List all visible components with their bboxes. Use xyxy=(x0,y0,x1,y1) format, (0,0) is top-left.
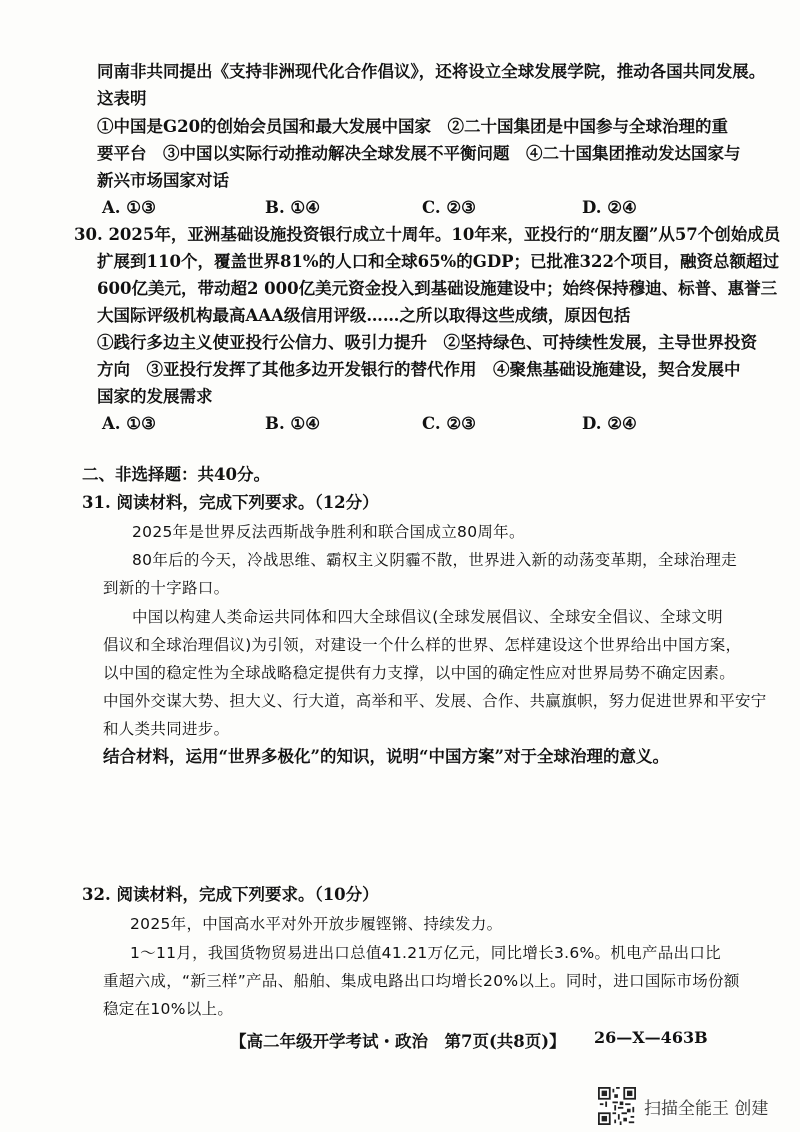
q29-option-c: C. ②③ xyxy=(422,198,476,217)
q29-option-d: D. ②④ xyxy=(582,198,637,217)
q32-material-2: 1～11月，我国货物贸易进出口总值41.21万亿元，同比增长3.6%。机电产品出口比 xyxy=(130,944,721,962)
q30-choice-line-2: 方向 ③亚投行发挥了其他多边开发银行的替代作用 ④聚焦基础设施建设，契合发展中 xyxy=(97,360,741,379)
q30-choice-line-1: ①践行多边主义使亚投行公信力、吸引力提升 ②坚持绿色、可持续性发展，主导世界投资 xyxy=(97,333,757,352)
q30-choice-line-3: 国家的发展需求 xyxy=(97,387,213,406)
q31-material-7: 中国外交谋大势、担大义、行大道，高举和平、发展、合作、共赢旗帜，努力促进世界和平安宁 xyxy=(103,692,767,710)
q31-material-4: 中国以构建人类命运共同体和四大全球倡议(全球发展倡议、全球安全倡议、全球文明 xyxy=(132,608,723,626)
q32-prompt: 32. 阅读材料，完成下列要求。（10分） xyxy=(82,885,379,904)
q30-option-c: C. ②③ xyxy=(422,414,476,433)
section-2-heading: 二、非选择题：共40分。 xyxy=(82,465,270,484)
q32-material-1: 2025年，中国高水平对外开放步履铿锵、持续发力。 xyxy=(130,915,503,933)
q31-material-3: 到新的十字路口。 xyxy=(103,579,230,597)
q29-line-2: 这表明 xyxy=(97,89,147,108)
q31-prompt: 31. 阅读材料，完成下列要求。（12分） xyxy=(82,493,379,512)
q30-option-d: D. ②④ xyxy=(582,414,637,433)
q31-material-1: 2025年是世界反法西斯战争胜利和联合国成立80周年。 xyxy=(132,523,525,541)
exam-code: 26—X—463B xyxy=(594,1028,708,1047)
q30-line-2: 扩展到110个，覆盖世界81%的人口和全球65%的GDP；已批准322个项目，融资总额超过 xyxy=(97,252,779,271)
q30-line-3: 600亿美元，带动超2 000亿美元资金投入到基础设施建设中；始终保持穆迪、标普、惠誉三 xyxy=(97,279,778,298)
q31-material-6: 以中国的稳定性为全球战略稳定提供有力支撑，以中国的确定性应对世界局势不确定因素。 xyxy=(103,664,736,682)
q30-option-a: A. ①③ xyxy=(102,414,156,433)
q31-material-5: 倡议和全球治理倡议)为引领，对建设一个什么样的世界、怎样建设这个世界给出中国方案， xyxy=(103,636,742,654)
q32-material-3: 重超六成，“新三样”产品、船舶、集成电路出口均增长20%以上。同时，进口国际市场份额 xyxy=(103,972,740,990)
q32-material-4: 稳定在10%以上。 xyxy=(103,1000,234,1018)
q29-option-a: A. ①③ xyxy=(102,198,156,217)
q31-material-2: 80年后的今天，冷战思维、霸权主义阴霾不散，世界进入新的动荡变革期，全球治理走 xyxy=(132,551,737,569)
page-footer-info: 【高二年级开学考试・政治 第7页(共8页)】 xyxy=(230,1032,566,1051)
q31-material-8: 和人类共同进步。 xyxy=(103,720,230,738)
q29-choice-line-3: 新兴市场国家对话 xyxy=(97,171,229,190)
q29-option-b: B. ①④ xyxy=(265,198,321,217)
q30-option-b: B. ①④ xyxy=(265,414,321,433)
q29-choice-line-2: 要平台 ③中国以实际行动推动解决全球发展不平衡问题 ④二十国集团推动发达国家与 xyxy=(97,144,741,163)
q29-line-1: 同南非共同提出《支持非洲现代化合作倡议》，还将设立全球发展学院，推动各国共同发展。 xyxy=(97,62,766,81)
q31-task: 结合材料，运用“世界多极化”的知识，说明“中国方案”对于全球治理的意义。 xyxy=(103,747,669,766)
q29-choice-line-1: ①中国是G20的创始会员国和最大发展中国家 ②二十国集团是中国参与全球治理的重 xyxy=(97,117,729,136)
q30-line-4: 大国际评级机构最高AAA级信用评级……之所以取得这些成绩，原因包括 xyxy=(97,306,631,325)
q30-line-1: 30. 2025年，亚洲基础设施投资银行成立十周年。10年来，亚投行的“朋友圈”从57个创始成员 xyxy=(74,225,781,244)
qr-code-icon xyxy=(598,1087,636,1125)
scanner-watermark: 扫描全能王 创建 xyxy=(644,1099,769,1119)
